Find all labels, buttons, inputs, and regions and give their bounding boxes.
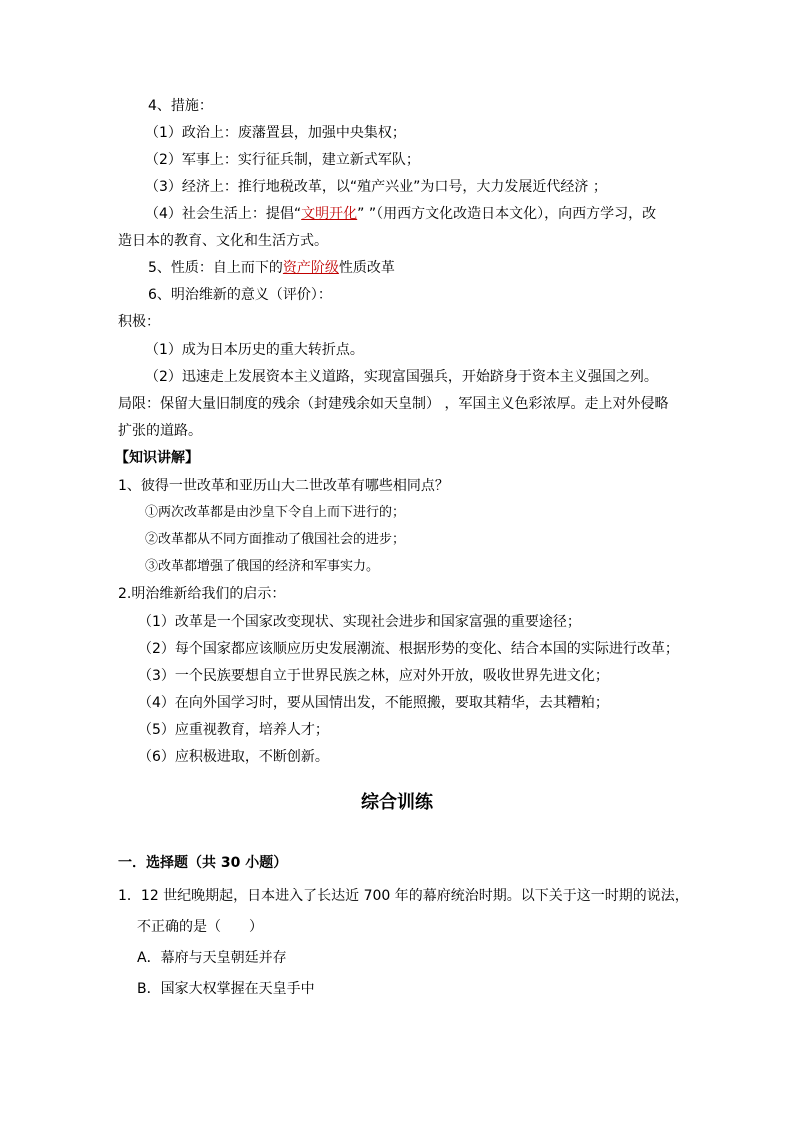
knowledge-q1-a3: ③改革都增强了俄国的经济和军事实力。 [145,559,380,574]
knowledge-q1-a1: ①两次改革都是由沙皇下令自上而下进行的； [145,505,406,520]
training-title: 综合训练 [361,792,433,813]
knowledge-q2: 2.明治维新给我们的启示： [118,586,286,602]
nature-line [148,258,395,278]
training-q1-line1: 1．12 世纪晚期起，日本进入了长达近 700 年的幕府统治时期。以下关于这一时期的说法， [118,888,689,904]
positive-label: 积极： [118,314,160,330]
measure-military: （2）军事上：实行征兵制，建立新式军队； [145,152,420,168]
limitation-1: 局限：保留大量旧制度的残余（封建残余如天皇制） ，军国主义色彩浓厚。走上对外侵略 [118,396,669,412]
knowledge-q1-a2: ②改革都从不同方面推动了俄国社会的进步； [145,532,406,547]
knowledge-heading: 【知识讲解】 [115,450,199,466]
option-b[interactable]: B．国家大权掌握在天皇手中 [137,981,315,997]
training-q1-line2: 不正确的是（ ） [137,919,263,935]
measure-social-cont: 造日本的教育、文化和生活方式。 [118,233,328,249]
civilization-link[interactable]: 文明开化 [301,206,358,222]
measure-social [145,204,656,224]
measure-social-post: ” ”（用西方文化改造日本文化），向西方学习，改 [357,206,657,222]
option-a[interactable]: A．幕府与天皇朝廷并存 [137,950,287,966]
measure-economic: （3）经济上：推行地税改革，以“殖产兴业”为口号，大力发展近代经济 ； [145,179,607,195]
knowledge-q2-item: （2）每个国家都应该顺应历史发展潮流、根据形势的变化、结合本国的实际进行改革； [138,641,679,657]
measure-political: （1）政治上：废藩置县，加强中央集权； [145,125,406,141]
knowledge-q2-item: （3）一个民族要想自立于世界民族之林，应对外开放，吸收世界先进文化； [138,668,609,684]
knowledge-q1: 1、彼得一世改革和亚历山大二世改革有哪些相同点？ [118,478,449,494]
knowledge-q2-item: （4）在向外国学习时，要从国情出发，不能照搬，要取其精华，去其糟粕； [138,695,609,711]
nature-post: 性质改革 [338,260,395,276]
significance-heading: 6、明治维新的意义（评价）： [148,287,332,303]
training-section: 一．选择题（共 30 小题） [118,855,288,871]
limitation-2: 扩张的道路。 [118,423,202,439]
nature-pre: 5、性质：自上而下的 [148,260,283,276]
bourgeois-link[interactable]: 资产阶级 [282,260,339,276]
measure-social-pre: （4）社会生活上：提倡“ [145,206,302,222]
knowledge-q2-item: （1）改革是一个国家改变现状、实现社会进步和国家富强的重要途径； [138,614,581,630]
positive-2: （2）迅速走上发展资本主义道路，实现富国强兵，开始跻身于资本主义强国之列。 [145,369,658,385]
knowledge-q2-item: （6）应积极进取，不断创新。 [138,749,329,765]
positive-1: （1）成为日本历史的重大转折点。 [145,342,364,358]
measures-heading: 4、措施： [148,98,213,114]
knowledge-q2-item: （5）应重视教育，培养人才； [138,722,329,738]
